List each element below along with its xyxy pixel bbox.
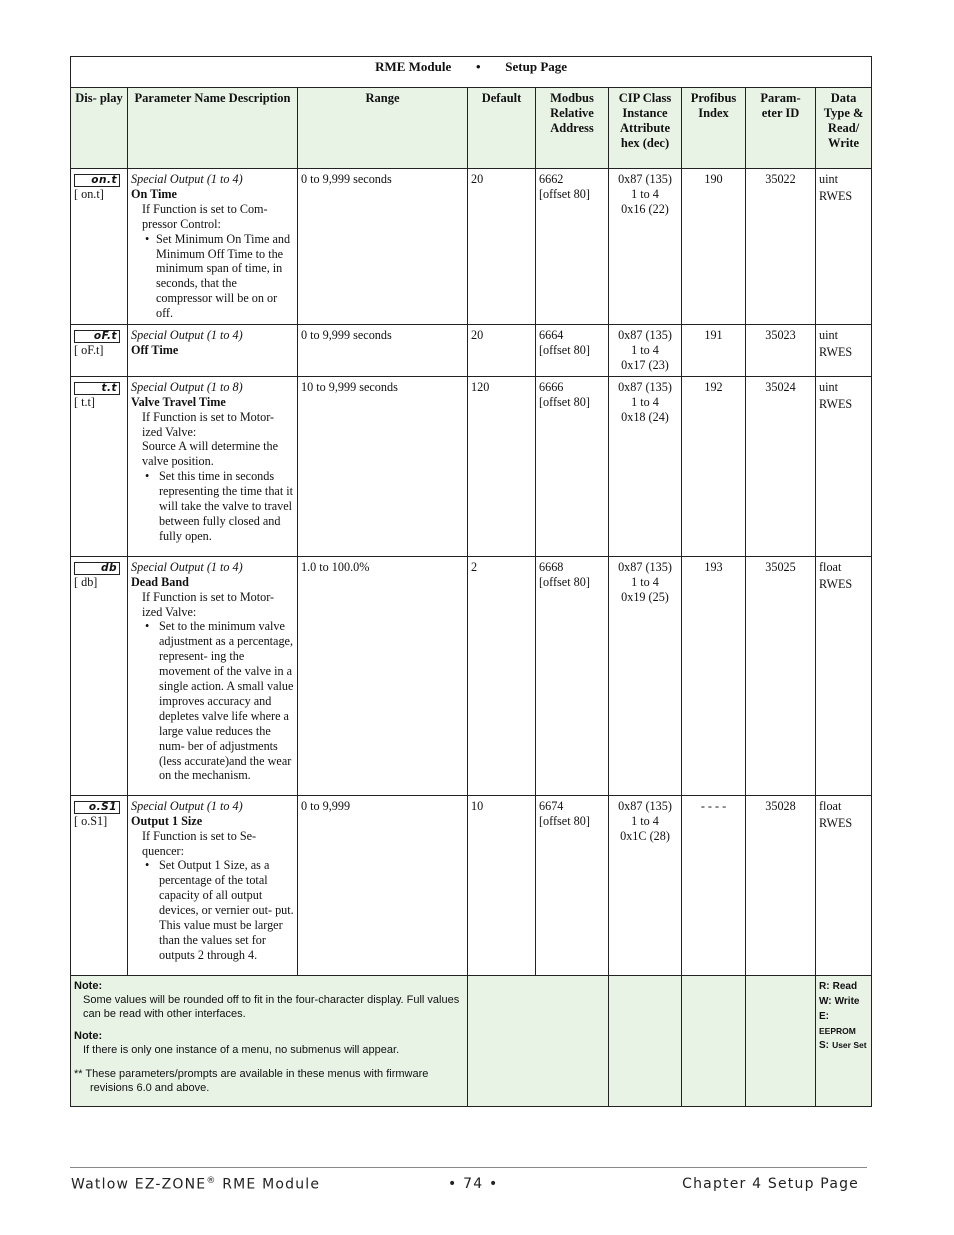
param-name: Valve Travel Time — [131, 394, 226, 409]
display-prompt: [ db] — [74, 574, 98, 589]
read-write: RWES — [819, 188, 853, 203]
description-cell — [128, 325, 298, 377]
range-cell: 10 to 9,999 seconds — [298, 376, 468, 556]
param-name: Off Time — [131, 342, 179, 357]
modbus-offset: [offset 80] — [539, 813, 590, 828]
parameter-id-cell: 35025 — [746, 556, 816, 795]
description-cell — [128, 169, 298, 325]
display-cell — [71, 795, 128, 975]
parameter-id-cell: 35023 — [746, 325, 816, 377]
cip-class: 0x87 (135) — [618, 379, 672, 394]
footer-chapter: Chapter 4 Setup Page — [682, 1176, 859, 1192]
description-cell — [128, 795, 298, 975]
seven-segment-display: on.t — [74, 174, 120, 187]
seven-segment-display: db — [74, 562, 120, 575]
cip-class: 0x87 (135) — [618, 172, 672, 186]
display-cell — [71, 169, 128, 325]
modbus-address: 6668 — [539, 559, 564, 574]
data-type: float — [819, 559, 842, 574]
modbus-cell — [536, 795, 609, 975]
cip-attribute: 0x16 (22) — [621, 201, 669, 216]
parameter-id-cell: 35024 — [746, 376, 816, 556]
default-cell: 20 — [468, 169, 536, 325]
display-cell — [71, 376, 128, 556]
header-display: Dis- play — [71, 88, 128, 169]
cip-instance: 1 to 4 — [631, 813, 659, 828]
setup-parameter-table-wrapper — [70, 56, 871, 1107]
modbus-offset: [offset 80] — [539, 342, 590, 357]
table-row — [71, 169, 872, 325]
data-type-cell — [816, 376, 872, 556]
header-profibus: Profibus Index — [682, 88, 746, 169]
footer-rule — [70, 1167, 867, 1168]
param-name: Output 1 Size — [131, 813, 203, 828]
modbus-offset: [offset 80] — [539, 394, 590, 409]
param-description: If Function is set to Motor- ized Valve: — [142, 409, 275, 439]
table-row — [71, 795, 872, 975]
notes-spacer — [609, 975, 682, 1106]
modbus-cell — [536, 376, 609, 556]
modbus-cell — [536, 325, 609, 377]
modbus-offset: [offset 80] — [539, 186, 590, 201]
title-page: Setup Page — [505, 59, 568, 74]
footer-product: Watlow EZ-ZONE® RME Module — [71, 1176, 321, 1193]
cip-attribute: 0x17 (23) — [621, 357, 669, 372]
range-cell: 0 to 9,999 — [298, 795, 468, 975]
note-text: Some values will be rounded off to fit in the four-character display. Full values can be read with other interfaces. — [83, 993, 460, 1020]
cip-attribute: 0x1C (28) — [620, 828, 670, 843]
param-bullet: • Set Output 1 Size, as a percentage of the total capacity of all output devices, or vernier out- put. This value must be larger than the values set for outputs 2 through 4. — [131, 858, 294, 962]
cip-cell — [609, 169, 682, 325]
profibus-cell: 193 — [682, 556, 746, 795]
cip-cell — [609, 376, 682, 556]
header-parameter: Parameter Name Description — [128, 88, 298, 169]
display-prompt: [ oF.t] — [74, 343, 104, 358]
profibus-cell: 190 — [682, 169, 746, 325]
default-cell: 20 — [468, 325, 536, 377]
data-type-cell — [816, 325, 872, 377]
seven-segment-display: t.t — [74, 382, 120, 395]
parameter-id-cell: 35022 — [746, 169, 816, 325]
param-category: Special Output (1 to 4) — [131, 328, 243, 343]
default-cell: 2 — [468, 556, 536, 795]
description-cell — [128, 556, 298, 795]
data-type: uint — [819, 172, 838, 186]
param-description: If Function is set to Motor- ized Valve: — [142, 589, 275, 619]
param-category: Special Output (1 to 4) — [131, 559, 243, 574]
header-range: Range — [298, 88, 468, 169]
param-description: Source A will determine the valve position. — [142, 439, 279, 469]
page-number: • 74 • — [448, 1176, 499, 1192]
read-write: RWES — [819, 344, 853, 359]
cip-instance: 1 to 4 — [631, 574, 659, 589]
header-parameter-id: Param- eter ID — [746, 88, 816, 169]
data-type-cell — [816, 556, 872, 795]
legend-eeprom: E: EEPROM — [819, 1010, 856, 1036]
data-type-cell — [816, 169, 872, 325]
notes-cell — [71, 975, 468, 1106]
cip-class: 0x87 (135) — [618, 328, 672, 343]
access-legend — [816, 975, 872, 1106]
display-cell — [71, 325, 128, 377]
param-category: Special Output (1 to 4) — [131, 172, 243, 186]
read-write: RWES — [819, 396, 853, 411]
seven-segment-display: o.S1 — [74, 801, 120, 814]
display-prompt: [ on.t] — [74, 187, 104, 201]
display-cell — [71, 556, 128, 795]
setup-parameter-table — [70, 56, 872, 1107]
cip-cell — [609, 325, 682, 377]
read-write: RWES — [819, 815, 853, 830]
data-type-cell — [816, 795, 872, 975]
legend-read: R: Read — [819, 980, 858, 992]
modbus-address: 6664 — [539, 328, 564, 343]
note-text: If there is only one instance of a menu, no submenus will appear. — [83, 1043, 400, 1056]
header-data-type: Data Type & Read/ Write — [816, 88, 872, 169]
profibus-cell: - - - - — [682, 795, 746, 975]
param-name: Dead Band — [131, 574, 189, 589]
header-default: Default — [468, 88, 536, 169]
default-cell: 10 — [468, 795, 536, 975]
title-separator: • — [476, 59, 481, 74]
param-description: If Function is set to Com- pressor Control: — [142, 201, 268, 231]
cip-cell — [609, 795, 682, 975]
display-prompt: [ o.S1] — [74, 813, 108, 828]
param-category: Special Output (1 to 4) — [131, 798, 243, 813]
range-cell: 1.0 to 100.0% — [298, 556, 468, 795]
table-title — [71, 57, 872, 88]
param-category: Special Output (1 to 8) — [131, 379, 243, 394]
note-heading: Note: — [74, 1029, 103, 1042]
profibus-cell: 191 — [682, 325, 746, 377]
read-write: RWES — [819, 576, 853, 591]
legend-write: W: Write — [819, 995, 860, 1007]
cip-class: 0x87 (135) — [618, 559, 672, 574]
parameter-id-cell: 35028 — [746, 795, 816, 975]
description-cell — [128, 376, 298, 556]
default-cell: 120 — [468, 376, 536, 556]
data-type: float — [819, 798, 842, 813]
modbus-address: 6674 — [539, 798, 564, 813]
data-type: uint — [819, 379, 838, 394]
param-name: On Time — [131, 186, 177, 201]
range-cell: 0 to 9,999 seconds — [298, 169, 468, 325]
cip-instance: 1 to 4 — [631, 186, 659, 201]
cip-cell — [609, 556, 682, 795]
notes-spacer — [468, 975, 609, 1106]
profibus-cell: 192 — [682, 376, 746, 556]
notes-spacer — [682, 975, 746, 1106]
legend-user-set: S: User Set — [819, 1039, 867, 1051]
modbus-cell — [536, 556, 609, 795]
cip-attribute: 0x18 (24) — [621, 409, 669, 424]
header-modbus: Modbus Relative Address — [536, 88, 609, 169]
modbus-address: 6662 — [539, 172, 564, 186]
param-bullet: • Set this time in seconds representing the time that it will take the valve to travel between fully closed and fully open. — [131, 469, 294, 544]
seven-segment-display: oF.t — [74, 330, 120, 343]
modbus-cell — [536, 169, 609, 325]
header-cip: CIP Class Instance Attribute hex (dec) — [609, 88, 682, 169]
cip-attribute: 0x19 (25) — [621, 589, 669, 604]
note-heading: Note: — [74, 979, 103, 992]
display-prompt: [ t.t] — [74, 394, 95, 409]
notes-spacer — [746, 975, 816, 1106]
title-module: RME Module — [375, 59, 452, 74]
table-row — [71, 556, 872, 795]
range-cell: 0 to 9,999 seconds — [298, 325, 468, 377]
cip-class: 0x87 (135) — [618, 798, 672, 813]
data-type: uint — [819, 328, 838, 343]
cip-instance: 1 to 4 — [631, 394, 659, 409]
modbus-address: 6666 — [539, 379, 564, 394]
cip-instance: 1 to 4 — [631, 342, 659, 357]
param-bullet: • Set to the minimum valve adjustment as a percentage, represent- ing the movement of the valve in a single action. A small value improves accuracy and depletes valve life where a large value reduces the num- ber of adjustments (less accurate)and the wear on the mechanism. — [131, 619, 294, 783]
table-row — [71, 325, 872, 377]
table-row — [71, 376, 872, 556]
param-description: If Function is set to Se- quencer: — [142, 828, 257, 858]
note-firmware: ** These parameters/prompts are available in these menus with firmware revisions 6.0 and above. — [74, 1067, 429, 1094]
param-bullet: • Set Minimum On Time and Minimum Off Time to the minimum span of time, in seconds, that the compressor will be on or off. — [131, 232, 294, 321]
modbus-offset: [offset 80] — [539, 574, 590, 589]
